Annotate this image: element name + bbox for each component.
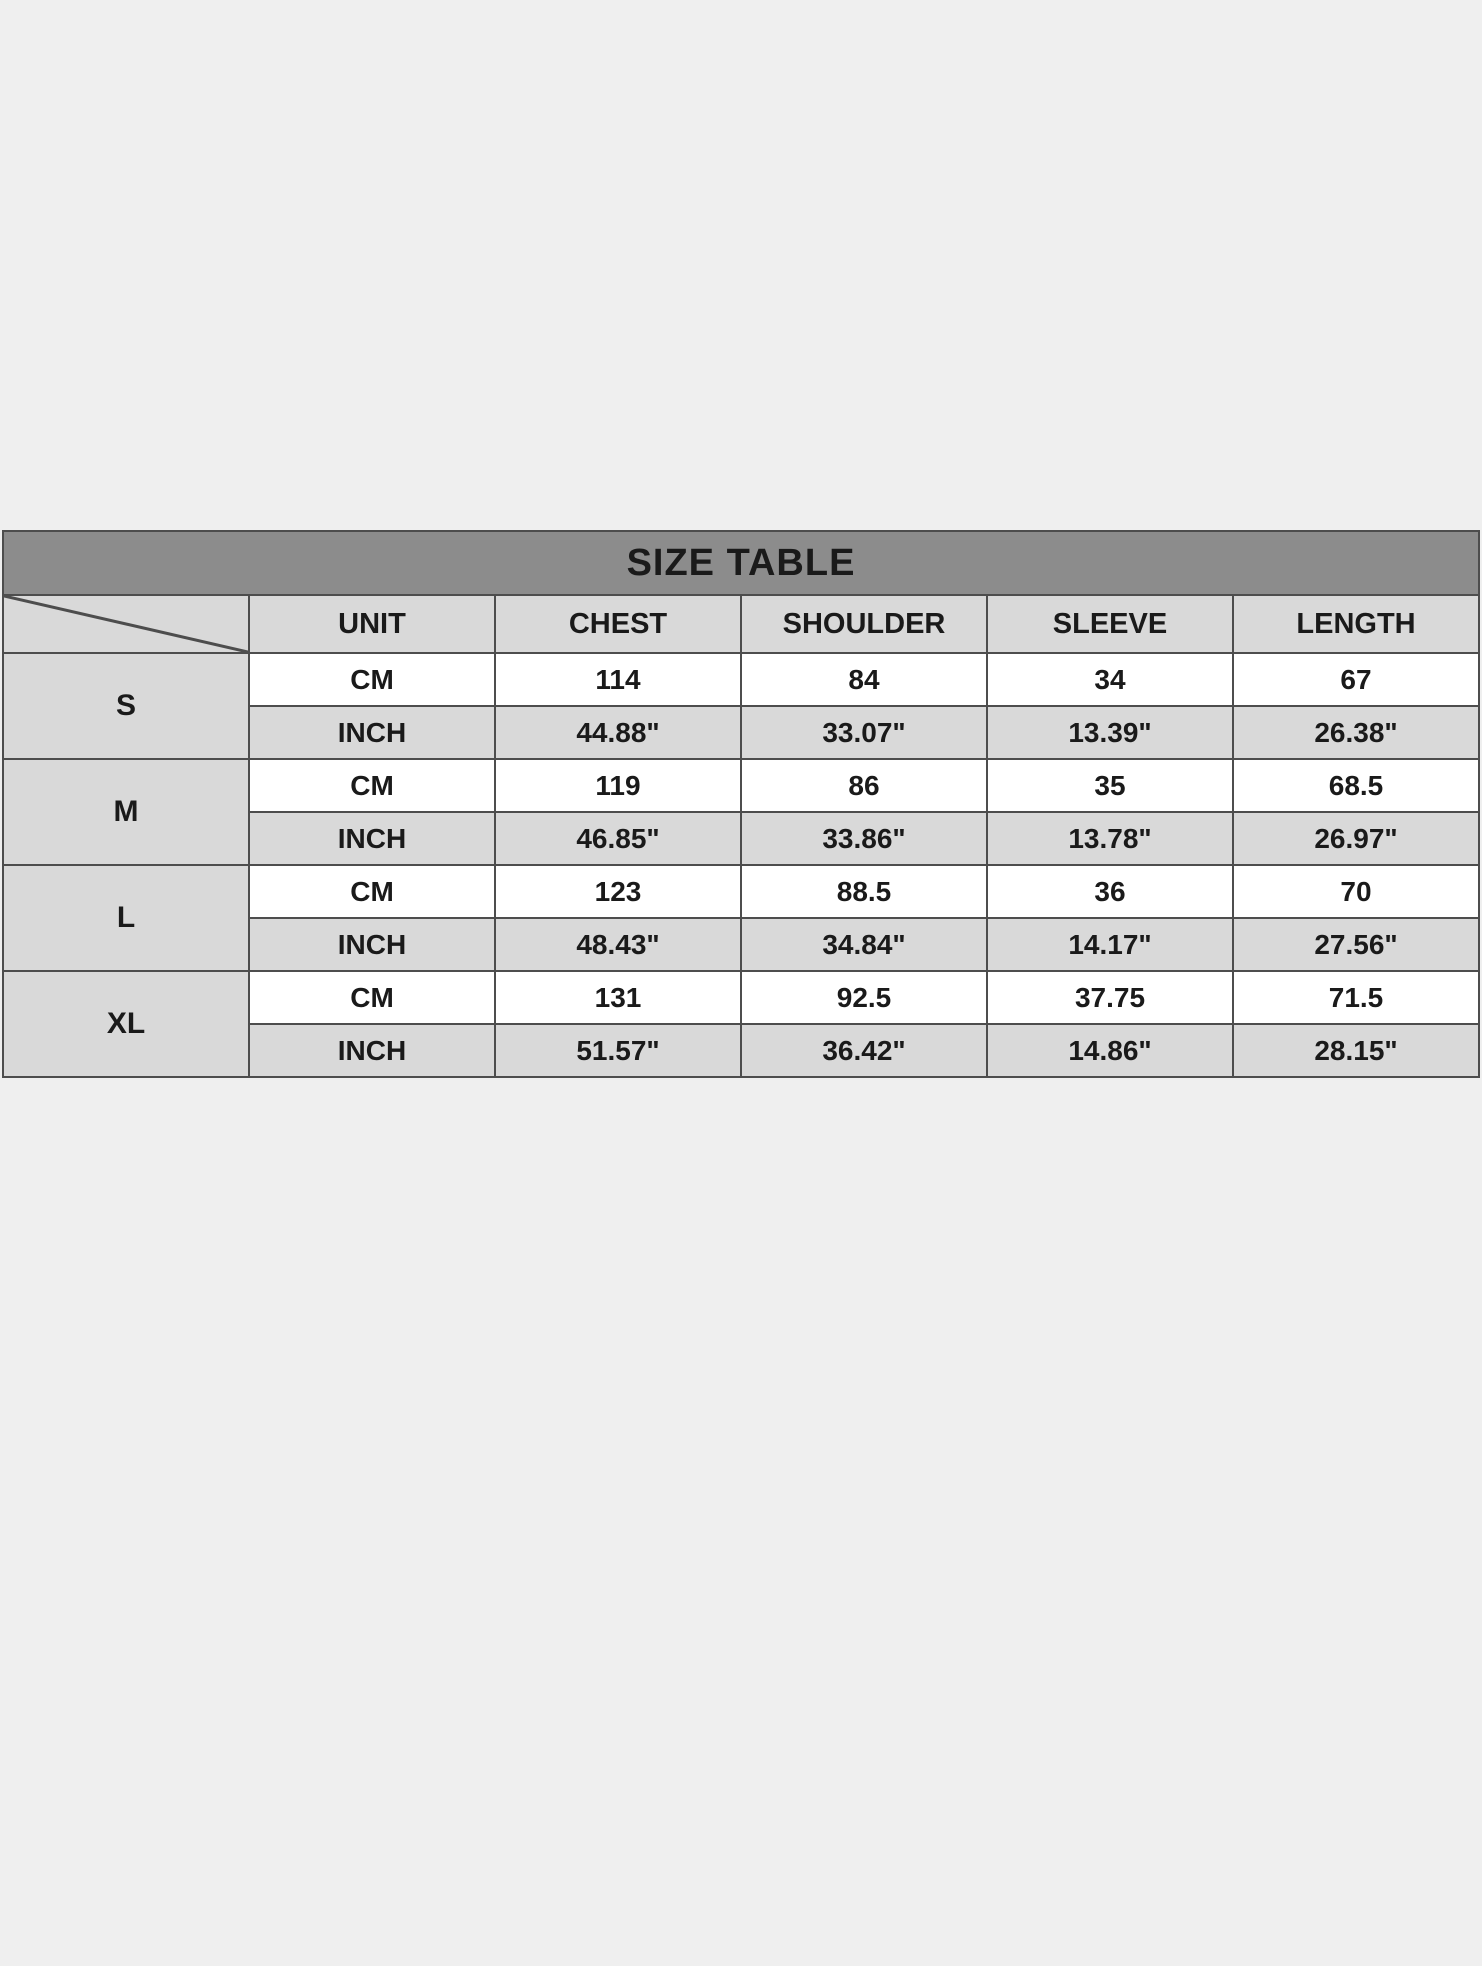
size-table [2,530,1480,1078]
cell-shoulder: 33.86" [741,812,987,865]
cell-shoulder: 92.5 [741,971,987,1024]
column-header-unit: UNIT [249,595,495,653]
cell-length: 71.5 [1233,971,1479,1024]
cell-chest: 119 [495,759,741,812]
unit-cell: CM [249,759,495,812]
unit-cell: CM [249,971,495,1024]
cell-length: 67 [1233,653,1479,706]
column-header-length: LENGTH [1233,595,1479,653]
cell-shoulder: 84 [741,653,987,706]
cell-sleeve: 13.78" [987,812,1233,865]
table-row [3,865,1479,918]
cell-length: 27.56" [1233,918,1479,971]
cell-chest: 44.88" [495,706,741,759]
cell-length: 68.5 [1233,759,1479,812]
unit-cell: INCH [249,812,495,865]
cell-chest: 48.43" [495,918,741,971]
column-header-sleeve: SLEEVE [987,595,1233,653]
cell-chest: 123 [495,865,741,918]
cell-chest: 114 [495,653,741,706]
cell-sleeve: 36 [987,865,1233,918]
cell-chest: 46.85" [495,812,741,865]
unit-cell: INCH [249,706,495,759]
cell-length: 70 [1233,865,1479,918]
cell-sleeve: 35 [987,759,1233,812]
unit-cell: CM [249,865,495,918]
page-title: SIZE TABLE [3,531,1479,595]
cell-length: 26.97" [1233,812,1479,865]
cell-sleeve: 14.17" [987,918,1233,971]
cell-chest: 131 [495,971,741,1024]
table-row [3,653,1479,706]
unit-cell: CM [249,653,495,706]
size-label-l: L [3,865,249,971]
table-title-row [3,531,1479,595]
table-row [3,759,1479,812]
diagonal-slash-icon [4,596,248,652]
table-header-row [3,595,1479,653]
cell-sleeve: 37.75 [987,971,1233,1024]
size-label-xl: XL [3,971,249,1077]
cell-shoulder: 34.84" [741,918,987,971]
cell-shoulder: 36.42" [741,1024,987,1077]
corner-diagonal-cell [3,595,249,653]
cell-length: 28.15" [1233,1024,1479,1077]
cell-shoulder: 86 [741,759,987,812]
unit-cell: INCH [249,918,495,971]
cell-shoulder: 33.07" [741,706,987,759]
size-label-m: M [3,759,249,865]
size-table-container [2,530,1480,1078]
column-header-shoulder: SHOULDER [741,595,987,653]
cell-length: 26.38" [1233,706,1479,759]
cell-chest: 51.57" [495,1024,741,1077]
column-header-chest: CHEST [495,595,741,653]
size-label-s: S [3,653,249,759]
unit-cell: INCH [249,1024,495,1077]
cell-sleeve: 13.39" [987,706,1233,759]
table-row [3,971,1479,1024]
cell-shoulder: 88.5 [741,865,987,918]
cell-sleeve: 14.86" [987,1024,1233,1077]
cell-sleeve: 34 [987,653,1233,706]
